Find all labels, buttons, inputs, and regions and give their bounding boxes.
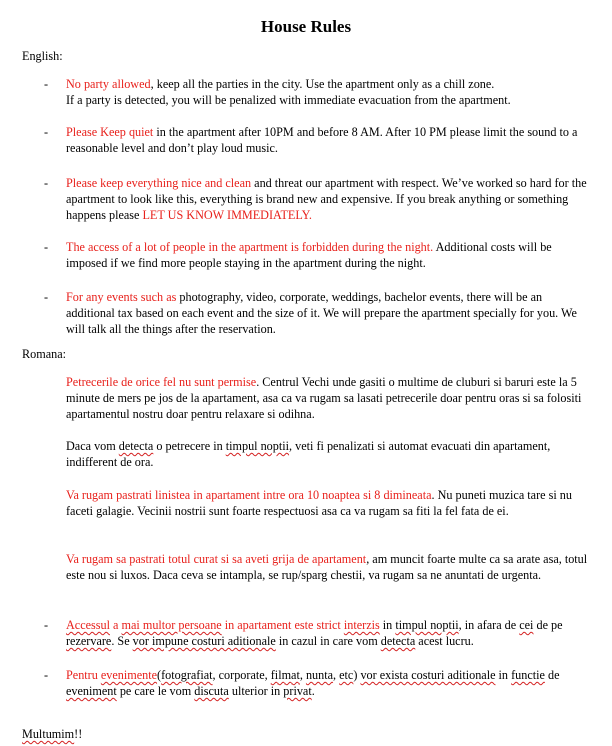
text-fragment: rezervare xyxy=(66,634,112,648)
text-fragment: cei xyxy=(519,618,534,632)
text-fragment: ulterior in xyxy=(228,684,284,698)
bullet-dash: - xyxy=(44,125,49,139)
bullet-dash: - xyxy=(44,618,49,632)
text-fragment: ( xyxy=(157,668,162,682)
section-label-english: English: xyxy=(22,49,63,63)
text-fragment: in apartament este strict xyxy=(221,618,344,632)
rule-events-ro xyxy=(66,667,588,699)
text-fragment: timpul noptii xyxy=(395,618,459,632)
text-fragment: detecta xyxy=(118,439,154,453)
rule-highlight: Please Keep quiet xyxy=(66,125,154,139)
text-fragment: Accessul xyxy=(66,618,110,632)
rule-highlight: For any events such as xyxy=(66,290,177,304)
bullet-dash: - xyxy=(44,240,49,254)
rule-text: . Centrul Vechi unde gasiti o multime de cluburi si baruri este la 5 minute de mers pe jos de la apartament, asa ca va rugam sa lasati petrecerile doar pentru oras si sa folositi apartamentul nostru doar pentru relaxare si odihna. xyxy=(66,375,582,421)
paragraph-clean xyxy=(66,551,588,583)
text-fragment: a xyxy=(110,618,122,632)
text-fragment: de xyxy=(544,668,560,682)
text-fragment: vor exista costuri aditionale xyxy=(360,668,496,682)
text-fragment: Pentru xyxy=(66,668,98,682)
rule-highlight: Please keep everything nice and clean xyxy=(66,176,252,190)
text-fragment: de pe xyxy=(533,618,563,632)
rule-highlight: Petrecerile de orice fel nu sunt permise xyxy=(66,375,257,389)
rule-clean xyxy=(66,175,588,223)
text-fragment: , xyxy=(333,668,340,682)
text-fragment: Multumim xyxy=(22,727,75,741)
paragraph-quiet xyxy=(66,487,588,519)
text-fragment: nunta xyxy=(305,668,334,682)
rule-text: , keep all the parties in the city. Use the apartment only as a chill zone. xyxy=(150,77,495,91)
page-title: House Rules xyxy=(260,17,352,36)
text-fragment: Daca vom xyxy=(66,439,119,453)
text-fragment: ) xyxy=(353,668,361,682)
text-fragment: in xyxy=(379,618,396,632)
rule-text: and threat our apartment with respect. We’ve worked so hard for the apartment to look like this, everything is brand new and expensive. If you break anything or something happens please xyxy=(66,176,587,222)
rule-events xyxy=(66,289,588,337)
text-fragment: acest lucru. xyxy=(415,634,474,648)
rule-quiet xyxy=(66,124,588,156)
text-fragment: timpul noptii xyxy=(225,439,290,453)
text-fragment: functie xyxy=(511,668,545,682)
rule-highlight: No party allowed xyxy=(66,77,151,91)
text-fragment: !! xyxy=(74,727,83,741)
rule-highlight-2: LET US KNOW IMMEDIATELY. xyxy=(142,208,312,222)
paragraph-party xyxy=(66,374,588,422)
text-fragment: . Se xyxy=(111,634,133,648)
text-fragment: fotografiat xyxy=(161,668,213,682)
text-fragment: discuta xyxy=(194,684,229,698)
text-fragment: in cazul in care vom xyxy=(275,634,381,648)
text-fragment: in xyxy=(495,668,512,682)
rule-access xyxy=(66,239,588,271)
text-fragment: pe care le vom xyxy=(116,684,195,698)
rule-no-party xyxy=(66,76,588,108)
closing-thanks xyxy=(22,726,82,742)
rule-text: in the apartment after 10PM and before 8 AM. After 10 PM please limit the sound to a reasonable level and don’t play loud music. xyxy=(66,125,578,155)
rule-text-line2: If a party is detected, you will be penalized with immediate evacuation from the apartment. xyxy=(66,93,511,107)
text-fragment: . xyxy=(311,684,315,698)
paragraph-penalty xyxy=(66,438,588,470)
rule-highlight: The access of a lot of people in the apartment is forbidden during the night. xyxy=(66,240,434,254)
text-fragment: interzis xyxy=(343,618,380,632)
rule-text: photography, video, corporate, weddings, bachelor events, there will be an additional tax based on each event and the size of it. We will prepare the apartment specially for you. We will talk all the things after the reservation. xyxy=(66,290,577,336)
text-fragment: privat xyxy=(283,684,312,698)
bullet-dash: - xyxy=(44,176,49,190)
text-fragment: etc xyxy=(339,668,354,682)
rule-text: . Nu puneti muzica tare si nu faceti galagie. Vecinii nostrii sunt foarte respectuosi asa ca va rugam sa fiti la fel fata de ei. xyxy=(66,488,572,518)
bullet-dash: - xyxy=(44,77,49,91)
text-fragment: , xyxy=(299,668,306,682)
text-fragment: , corporate, xyxy=(212,668,271,682)
bullet-dash: - xyxy=(44,290,49,304)
text-fragment: evenimente xyxy=(100,668,158,682)
text-fragment: , in afara de xyxy=(458,618,520,632)
text-fragment: vor impune costuri aditionale xyxy=(132,634,276,648)
section-label-romana: Romana: xyxy=(22,347,67,361)
text-fragment: detecta xyxy=(380,634,416,648)
text-fragment: o petrecere in xyxy=(153,439,226,453)
rule-text: Additional costs will be imposed if we find more people staying in the apartment during the night. xyxy=(66,240,552,270)
rule-highlight: Va rugam sa pastrati totul curat si sa aveti grija de apartament xyxy=(66,552,367,566)
bullet-dash: - xyxy=(44,668,49,682)
text-fragment: eveniment xyxy=(66,684,117,698)
rule-highlight: Va rugam pastrati linistea in apartament intre ora 10 noaptea si 8 dimineata xyxy=(66,488,432,502)
rule-access-ro xyxy=(66,617,588,649)
rule-text: , am muncit foarte multe ca sa arate asa, totul este nou si luxos. Daca ceva se intampla, se rup/sparg chestii, va rugam sa ne anuntati de urgenta. xyxy=(66,552,588,582)
text-fragment: filmat xyxy=(270,668,300,682)
text-fragment: mai multor persoane xyxy=(121,618,222,632)
text-fragment: , veti fi penalizati si automat evacuati din apartament, indifferent de ora. xyxy=(66,439,551,469)
